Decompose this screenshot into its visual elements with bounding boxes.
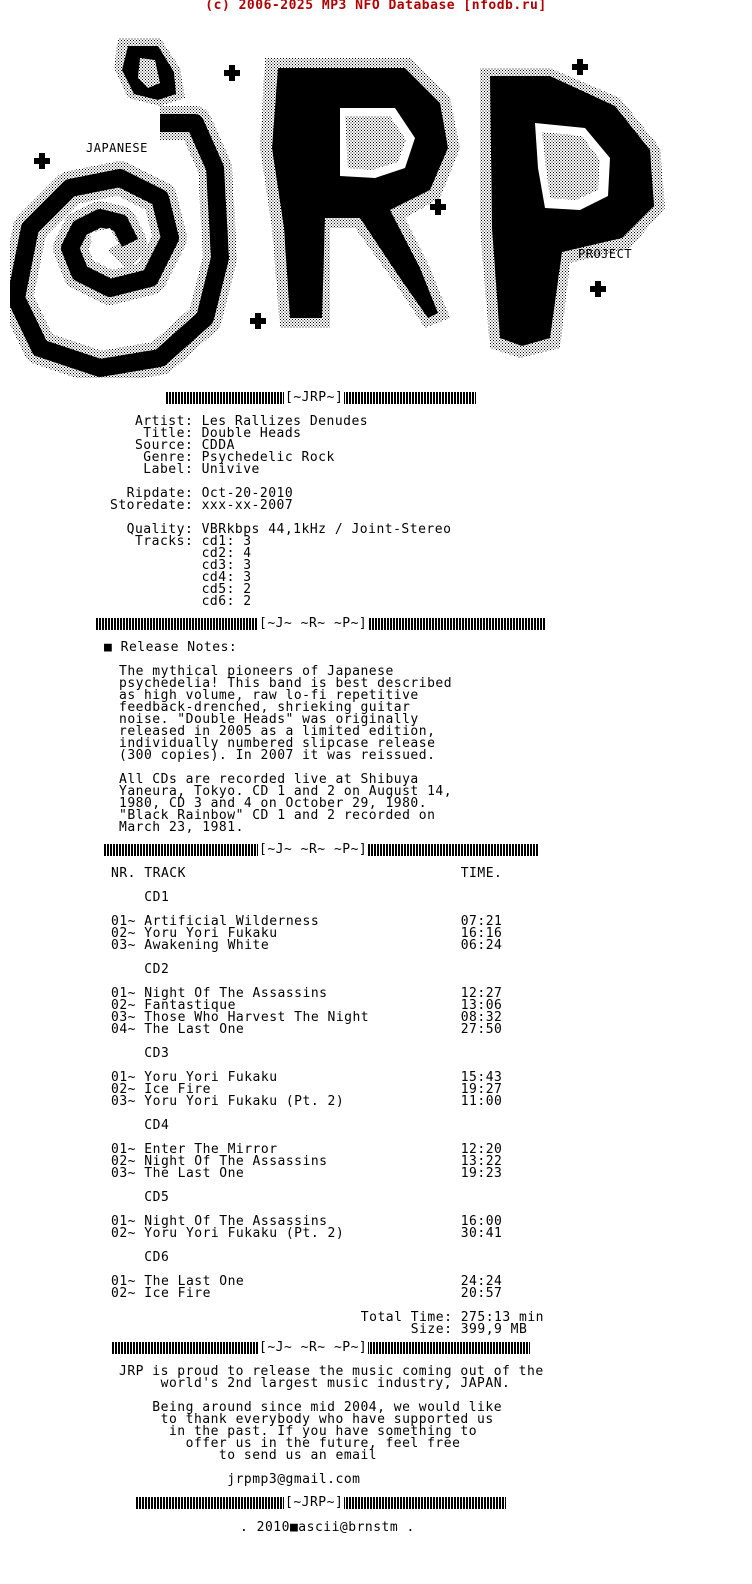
track-line: 02~ Night Of The Assassins 13:22 (111, 1154, 503, 1169)
track-line: 01~ Yoru Yori Fukaku 15:43 (111, 1070, 503, 1085)
footer-line: to thank everybody who have supported us (119, 1412, 494, 1427)
ascii-signature: . 2010■ascii@brnstm . (240, 1520, 415, 1535)
notes-line: All CDs are recorded live at Shibuya (119, 772, 419, 787)
jrp-logo (10, 28, 710, 378)
label-japanese: JAPANESE (86, 141, 148, 155)
footer-line: offer us in the future, feel free (119, 1436, 461, 1451)
info-line: Title: Double Heads (110, 426, 302, 441)
notes-line: released in 2005 as a limited edition, (119, 724, 436, 739)
contact-email: jrpmp3@gmail.com (119, 1472, 361, 1487)
notes-line: noise. "Double Heads" was originally (119, 712, 419, 727)
divider-section-1: [~J~ ~R~ ~P~] (96, 618, 546, 630)
info-line: Genre: Psychedelic Rock (110, 450, 335, 465)
release-notes (119, 666, 452, 834)
track-line: 01~ Artificial Wilderness 07:21 (111, 914, 503, 929)
track-line: 01~ Night Of The Assassins 12:27 (111, 986, 503, 1001)
notes-line: Yaneura, Tokyo. CD 1 and 2 on August 14, (119, 784, 453, 799)
notes-line: "Black Rainbow" CD 1 and 2 recorded on (119, 808, 436, 823)
info-line: cd4: 3 (110, 570, 252, 585)
notes-line: March 23, 1981. (119, 820, 244, 835)
info-line: cd2: 4 (110, 546, 252, 561)
notes-line: psychedelia! This band is best described (119, 676, 453, 691)
track-line: 03~ Awakening White 06:24 (111, 938, 503, 953)
info-line: Storedate: xxx-xx-2007 (110, 498, 294, 513)
info-line: Source: CDDA (110, 438, 235, 453)
track-line: CD6 (111, 1250, 170, 1265)
track-line: 02~ Ice Fire 19:27 (111, 1082, 503, 1097)
info-line: Tracks: cd1: 3 (110, 534, 252, 549)
track-line: 03~ The Last One 19:23 (111, 1166, 503, 1181)
info-line: Ripdate: Oct-20-2010 (110, 486, 294, 501)
label-project: PROJECT (578, 247, 633, 261)
track-line: CD1 (111, 890, 170, 905)
j-dot-icon (114, 38, 185, 106)
tracklist (111, 868, 544, 1336)
release-info (110, 416, 451, 608)
footer-line: to send us an email (119, 1448, 378, 1463)
footer-message (119, 1366, 544, 1486)
footer-line: JRP is proud to release the music coming out of the (119, 1364, 544, 1379)
track-line: CD2 (111, 962, 170, 977)
info-line: Label: Univive (110, 462, 260, 477)
info-line: cd5: 2 (110, 582, 252, 597)
jrp-logo-art (10, 28, 710, 378)
track-line: 02~ Ice Fire 20:57 (111, 1286, 503, 1301)
divider-section-2: [~J~ ~R~ ~P~] (104, 844, 538, 856)
p-letter-icon (480, 68, 665, 358)
track-line: CD5 (111, 1190, 170, 1205)
notes-line: (300 copies). In 2007 it was reissued. (119, 748, 436, 763)
divider-top: [~JRP~] (166, 392, 476, 404)
track-line: 03~ Those Who Harvest The Night 08:32 (111, 1010, 503, 1025)
divider-bottom: [~JRP~] (136, 1497, 506, 1509)
nfodb-header: (c) 2006-2025 MP3 NFO Database [nfodb.ru] (205, 0, 547, 13)
track-line: Size: 399,9 MB (111, 1322, 528, 1337)
track-line: 02~ Yoru Yori Fukaku (Pt. 2) 30:41 (111, 1226, 503, 1241)
divider-section-3: [~J~ ~R~ ~P~] (112, 1342, 530, 1354)
notes-line: as high volume, raw lo-fi repetitive (119, 688, 419, 703)
track-line: CD3 (111, 1046, 170, 1061)
track-line: 02~ Fantastique 13:06 (111, 998, 503, 1013)
notes-line: 1980, CD 3 and 4 on October 29, 1980. (119, 796, 428, 811)
track-line: CD4 (111, 1118, 170, 1133)
footer-line: world's 2nd largest music industry, JAPAN. (119, 1376, 511, 1391)
track-line: 02~ Yoru Yori Fukaku 16:16 (111, 926, 503, 941)
footer-line: Being around since mid 2004, we would like (119, 1400, 503, 1415)
label-release: RELEASE (332, 93, 387, 107)
info-line: cd3: 3 (110, 558, 252, 573)
footer-line: in the past. If you have something to (119, 1424, 478, 1439)
info-line: Quality: VBRkbps 44,1kHz / Joint-Stereo (110, 522, 452, 537)
track-line: 01~ The Last One 24:24 (111, 1274, 503, 1289)
track-line: 01~ Night Of The Assassins 16:00 (111, 1214, 503, 1229)
track-line: 03~ Yoru Yori Fukaku (Pt. 2) 11:00 (111, 1094, 503, 1109)
track-line: 01~ Enter The Mirror 12:20 (111, 1142, 503, 1157)
track-line: 04~ The Last One 27:50 (111, 1022, 503, 1037)
release-notes-heading: ■ Release Notes: (104, 640, 238, 655)
notes-line: The mythical pioneers of Japanese (119, 664, 394, 679)
info-line: cd6: 2 (110, 594, 252, 609)
info-line: Artist: Les Rallizes Denudes (110, 414, 369, 429)
notes-line: individually numbered slipcase release (119, 736, 436, 751)
track-line: NR. TRACK TIME. (111, 866, 503, 881)
notes-line: feedback-drenched, shrieking guitar (119, 700, 411, 715)
track-line: Total Time: 275:13 min (111, 1310, 544, 1325)
